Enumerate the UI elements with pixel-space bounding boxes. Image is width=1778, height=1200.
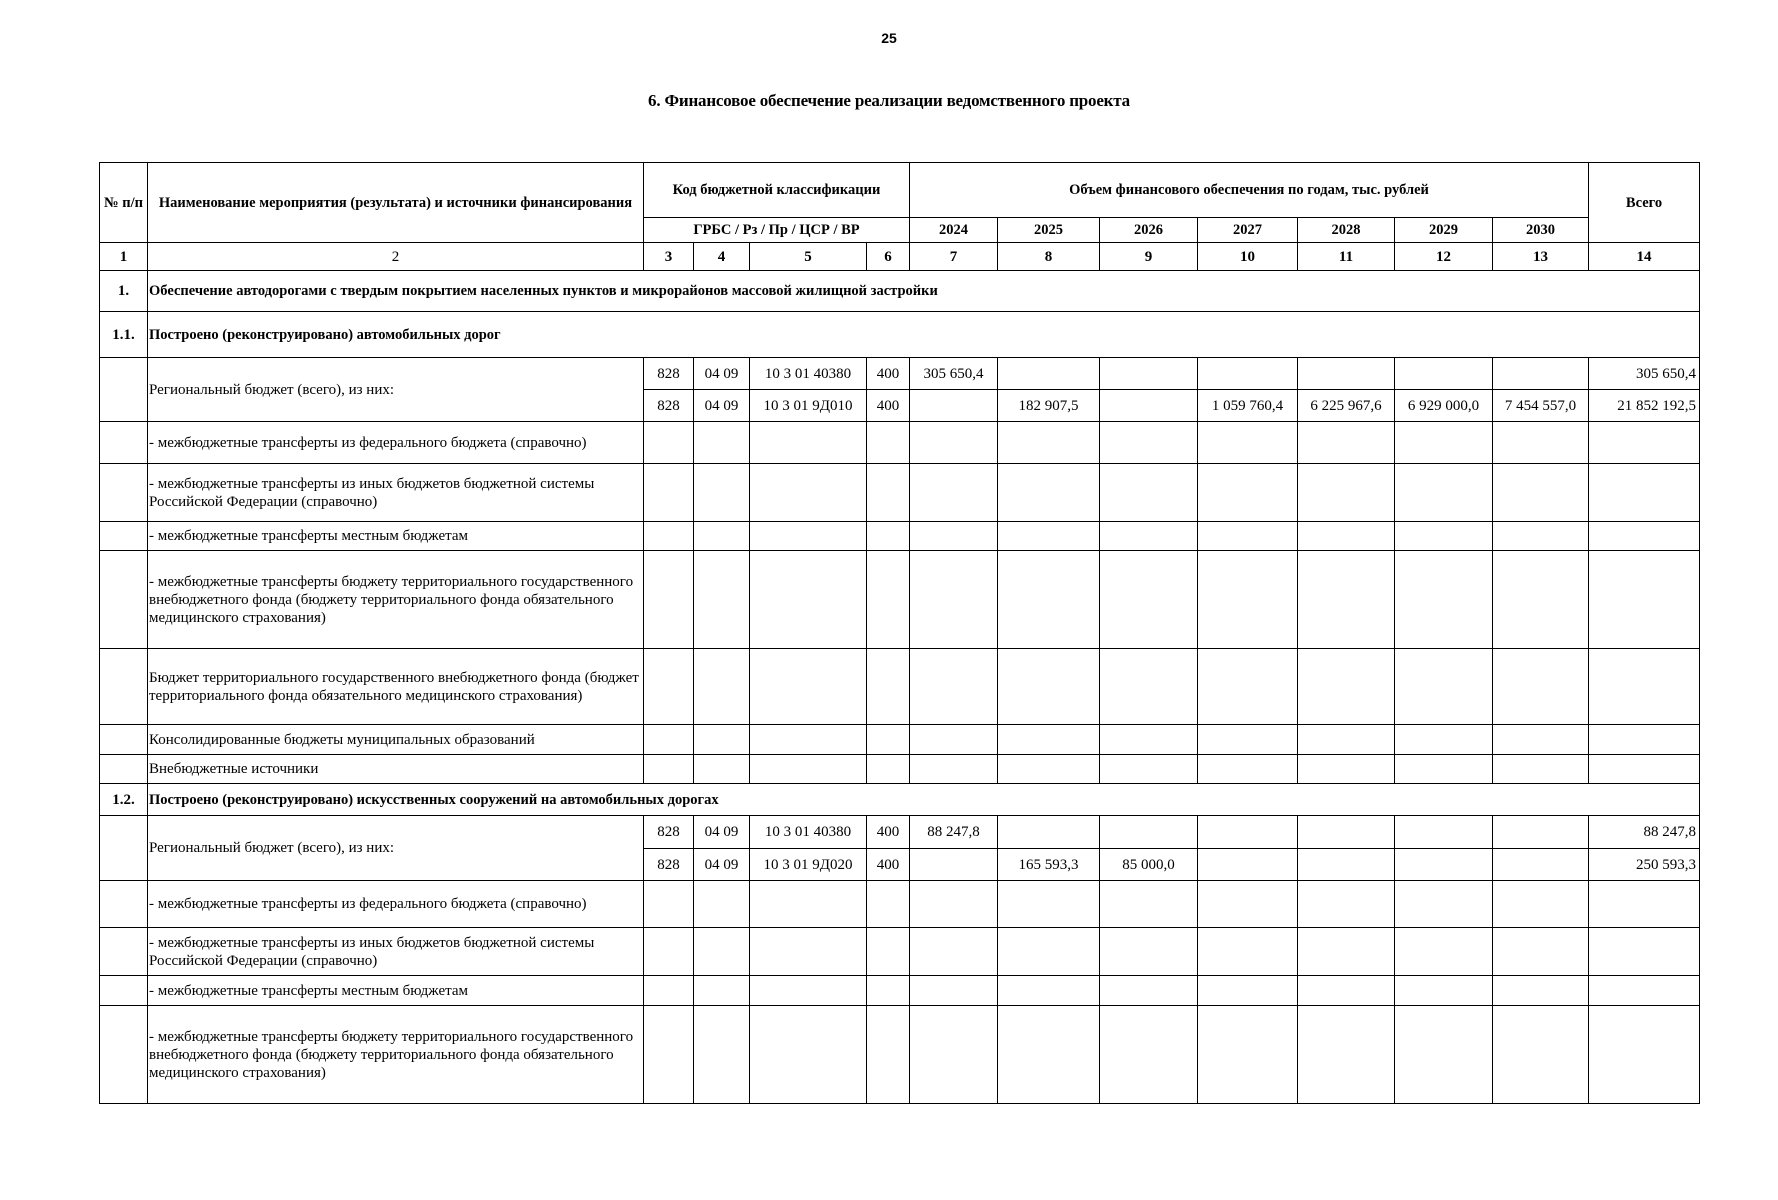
- col-number: 10: [1198, 243, 1298, 271]
- empty-cell: [100, 649, 148, 725]
- empty-cell: [867, 928, 910, 976]
- col-number: 8: [998, 243, 1100, 271]
- empty-cell: [1198, 755, 1298, 784]
- value-2029: [1395, 849, 1493, 881]
- empty-cell: [1395, 551, 1493, 649]
- col-number: 7: [910, 243, 998, 271]
- section-number: 1.1.: [100, 312, 148, 358]
- empty-cell: [750, 976, 867, 1006]
- empty-cell: [1198, 881, 1298, 928]
- empty-cell: [1198, 1006, 1298, 1104]
- empty-cell: [750, 725, 867, 755]
- empty-cell: [998, 551, 1100, 649]
- empty-cell: [694, 976, 750, 1006]
- empty-cell: [998, 464, 1100, 522]
- empty-cell: [694, 881, 750, 928]
- rz-cell: 04 09: [694, 849, 750, 881]
- empty-cell: [1493, 976, 1589, 1006]
- empty-cell: [644, 881, 694, 928]
- rz-cell: 04 09: [694, 390, 750, 422]
- budget-row: [100, 358, 1700, 390]
- empty-cell: [998, 928, 1100, 976]
- empty-cell: [100, 816, 148, 881]
- empty-cell: [1298, 1006, 1395, 1104]
- section-row: [100, 271, 1700, 312]
- empty-cell: [1298, 755, 1395, 784]
- empty-cell: [1100, 928, 1198, 976]
- empty-cell: [1100, 1006, 1198, 1104]
- empty-cell: [694, 422, 750, 464]
- value-2025: [998, 358, 1100, 390]
- sub-row: [100, 755, 1700, 784]
- sub-label: - межбюджетные трансферты из федерального бюджета (справочно): [148, 881, 644, 928]
- empty-cell: [100, 358, 148, 422]
- empty-cell: [100, 551, 148, 649]
- empty-cell: [694, 464, 750, 522]
- value-2026: 85 000,0: [1100, 849, 1198, 881]
- empty-cell: [694, 522, 750, 551]
- empty-cell: [1198, 422, 1298, 464]
- csr-cell: 10 3 01 9Д010: [750, 390, 867, 422]
- empty-cell: [1298, 725, 1395, 755]
- value-2027: [1198, 358, 1298, 390]
- empty-cell: [998, 725, 1100, 755]
- empty-cell: [694, 649, 750, 725]
- empty-cell: [910, 725, 998, 755]
- empty-cell: [1298, 649, 1395, 725]
- grbs-cell: 828: [644, 849, 694, 881]
- value-2028: 6 225 967,6: [1298, 390, 1395, 422]
- empty-cell: [867, 522, 910, 551]
- empty-cell: [1100, 464, 1198, 522]
- empty-cell: [1589, 1006, 1700, 1104]
- col-number: 3: [644, 243, 694, 271]
- value-2028: [1298, 358, 1395, 390]
- header-num: № п/п: [100, 163, 148, 243]
- section-row: [100, 784, 1700, 816]
- empty-cell: [694, 755, 750, 784]
- empty-cell: [998, 422, 1100, 464]
- section-row: [100, 312, 1700, 358]
- header-year: 2025: [998, 218, 1100, 243]
- csr-cell: 10 3 01 40380: [750, 816, 867, 849]
- col-number: 4: [694, 243, 750, 271]
- section-number: 1.2.: [100, 784, 148, 816]
- empty-cell: [100, 1006, 148, 1104]
- empty-cell: [998, 522, 1100, 551]
- sub-label: - межбюджетные трансферты из иных бюджетов бюджетной системы Российской Федерации (справочно): [148, 464, 644, 522]
- empty-cell: [910, 881, 998, 928]
- grbs-cell: 828: [644, 358, 694, 390]
- empty-cell: [644, 755, 694, 784]
- vr-cell: 400: [867, 849, 910, 881]
- empty-cell: [867, 551, 910, 649]
- empty-cell: [1298, 551, 1395, 649]
- empty-cell: [1395, 976, 1493, 1006]
- empty-cell: [1493, 649, 1589, 725]
- empty-cell: [1493, 551, 1589, 649]
- header-code: Код бюджетной классификации: [644, 163, 910, 218]
- empty-cell: [910, 551, 998, 649]
- col-number: 5: [750, 243, 867, 271]
- empty-cell: [998, 976, 1100, 1006]
- value-2028: [1298, 816, 1395, 849]
- empty-cell: [910, 755, 998, 784]
- empty-cell: [1395, 1006, 1493, 1104]
- empty-cell: [1493, 881, 1589, 928]
- header-year: 2026: [1100, 218, 1198, 243]
- empty-cell: [100, 881, 148, 928]
- rz-cell: 04 09: [694, 816, 750, 849]
- empty-cell: [1589, 522, 1700, 551]
- value-2030: [1493, 816, 1589, 849]
- empty-cell: [1493, 1006, 1589, 1104]
- sub-row: [100, 464, 1700, 522]
- empty-cell: [750, 649, 867, 725]
- empty-cell: [750, 422, 867, 464]
- empty-cell: [910, 976, 998, 1006]
- empty-cell: [1395, 464, 1493, 522]
- sub-label: - межбюджетные трансферты бюджету территориального государственного внебюджетного фонда (бюджету территориального фонда обязательного медицинского страхования): [148, 1006, 644, 1104]
- value-total: 305 650,4: [1589, 358, 1700, 390]
- empty-cell: [694, 551, 750, 649]
- empty-cell: [1198, 725, 1298, 755]
- sub-row: [100, 1006, 1700, 1104]
- empty-cell: [910, 928, 998, 976]
- empty-cell: [1100, 755, 1198, 784]
- sub-label: Консолидированные бюджеты муниципальных образований: [148, 725, 644, 755]
- value-2029: 6 929 000,0: [1395, 390, 1493, 422]
- sub-label: Внебюджетные источники: [148, 755, 644, 784]
- col-number: 6: [867, 243, 910, 271]
- col-number: 2: [148, 243, 644, 271]
- empty-cell: [1100, 522, 1198, 551]
- value-2024: [910, 849, 998, 881]
- sub-label: - межбюджетные трансферты из иных бюджетов бюджетной системы Российской Федерации (справочно): [148, 928, 644, 976]
- empty-cell: [1493, 755, 1589, 784]
- empty-cell: [100, 464, 148, 522]
- empty-cell: [867, 649, 910, 725]
- csr-cell: 10 3 01 40380: [750, 358, 867, 390]
- vr-cell: 400: [867, 358, 910, 390]
- header-volume: Объем финансового обеспечения по годам, тыс. рублей: [910, 163, 1589, 218]
- empty-cell: [1589, 881, 1700, 928]
- empty-cell: [100, 522, 148, 551]
- empty-cell: [100, 928, 148, 976]
- document-title: 6. Финансовое обеспечение реализации ведомственного проекта: [648, 91, 1130, 110]
- empty-cell: [644, 976, 694, 1006]
- empty-cell: [867, 976, 910, 1006]
- header-year: 2027: [1198, 218, 1298, 243]
- empty-cell: [1100, 422, 1198, 464]
- empty-cell: [1198, 928, 1298, 976]
- financing-table: [99, 162, 1700, 1104]
- empty-cell: [750, 928, 867, 976]
- empty-cell: [1298, 464, 1395, 522]
- empty-cell: [100, 755, 148, 784]
- page-number: 25: [881, 30, 897, 46]
- empty-cell: [1100, 976, 1198, 1006]
- value-2026: [1100, 816, 1198, 849]
- grbs-cell: 828: [644, 390, 694, 422]
- empty-cell: [1395, 422, 1493, 464]
- header-year: 2029: [1395, 218, 1493, 243]
- empty-cell: [644, 1006, 694, 1104]
- empty-cell: [867, 725, 910, 755]
- regional-budget-label: Региональный бюджет (всего), из них:: [148, 816, 644, 881]
- empty-cell: [910, 1006, 998, 1104]
- value-2025: 182 907,5: [998, 390, 1100, 422]
- value-2024: [910, 390, 998, 422]
- empty-cell: [1198, 464, 1298, 522]
- section-number: 1.: [100, 271, 148, 312]
- empty-cell: [750, 551, 867, 649]
- value-2027: [1198, 849, 1298, 881]
- empty-cell: [1589, 755, 1700, 784]
- empty-cell: [1198, 976, 1298, 1006]
- empty-cell: [1589, 422, 1700, 464]
- empty-cell: [1395, 755, 1493, 784]
- empty-cell: [1589, 464, 1700, 522]
- empty-cell: [910, 522, 998, 551]
- regional-budget-label: Региональный бюджет (всего), из них:: [148, 358, 644, 422]
- col-number: 14: [1589, 243, 1700, 271]
- empty-cell: [1493, 725, 1589, 755]
- empty-cell: [1493, 928, 1589, 976]
- sub-row: [100, 928, 1700, 976]
- header-total: Всего: [1589, 163, 1700, 243]
- empty-cell: [1100, 649, 1198, 725]
- empty-cell: [1100, 551, 1198, 649]
- section-title: Построено (реконструировано) автомобильных дорог: [148, 312, 1700, 358]
- empty-cell: [1395, 725, 1493, 755]
- value-2024: 305 650,4: [910, 358, 998, 390]
- sub-row: [100, 725, 1700, 755]
- empty-cell: [867, 422, 910, 464]
- empty-cell: [100, 422, 148, 464]
- empty-cell: [644, 928, 694, 976]
- empty-cell: [1100, 725, 1198, 755]
- empty-cell: [910, 422, 998, 464]
- empty-cell: [1298, 928, 1395, 976]
- empty-cell: [1298, 976, 1395, 1006]
- empty-cell: [644, 649, 694, 725]
- value-2029: [1395, 816, 1493, 849]
- empty-cell: [750, 464, 867, 522]
- empty-cell: [644, 551, 694, 649]
- sub-label: - межбюджетные трансферты из федерального бюджета (справочно): [148, 422, 644, 464]
- value-2029: [1395, 358, 1493, 390]
- section-title: Построено (реконструировано) искусственных сооружений на автомобильных дорогах: [148, 784, 1700, 816]
- header-code-sub: ГРБС / Рз / Пр / ЦСР / ВР: [644, 218, 910, 243]
- value-2026: [1100, 390, 1198, 422]
- empty-cell: [1198, 649, 1298, 725]
- sub-row: [100, 422, 1700, 464]
- empty-cell: [867, 755, 910, 784]
- empty-cell: [867, 1006, 910, 1104]
- sub-label: - межбюджетные трансферты местным бюджетам: [148, 976, 644, 1006]
- sub-label: - межбюджетные трансферты местным бюджетам: [148, 522, 644, 551]
- sub-label: Бюджет территориального государственного внебюджетного фонда (бюджет территориального фонда обязательного медицинского страхования): [148, 649, 644, 725]
- empty-cell: [750, 755, 867, 784]
- empty-cell: [1100, 881, 1198, 928]
- header-year: 2024: [910, 218, 998, 243]
- empty-cell: [1493, 464, 1589, 522]
- value-total: 21 852 192,5: [1589, 390, 1700, 422]
- empty-cell: [750, 522, 867, 551]
- empty-cell: [998, 881, 1100, 928]
- empty-cell: [910, 649, 998, 725]
- empty-cell: [644, 422, 694, 464]
- sub-row: [100, 976, 1700, 1006]
- vr-cell: 400: [867, 390, 910, 422]
- empty-cell: [1198, 522, 1298, 551]
- header-year: 2030: [1493, 218, 1589, 243]
- header-name: Наименование мероприятия (результата) и источники финансирования: [148, 163, 644, 243]
- budget-row: [100, 816, 1700, 849]
- csr-cell: 10 3 01 9Д020: [750, 849, 867, 881]
- empty-cell: [1298, 522, 1395, 551]
- empty-cell: [644, 725, 694, 755]
- value-2030: [1493, 849, 1589, 881]
- empty-cell: [1298, 422, 1395, 464]
- grbs-cell: 828: [644, 816, 694, 849]
- empty-cell: [1395, 522, 1493, 551]
- value-2030: 7 454 557,0: [1493, 390, 1589, 422]
- empty-cell: [1493, 422, 1589, 464]
- col-number: 13: [1493, 243, 1589, 271]
- empty-cell: [644, 464, 694, 522]
- empty-cell: [694, 1006, 750, 1104]
- empty-cell: [867, 464, 910, 522]
- empty-cell: [100, 976, 148, 1006]
- empty-cell: [1395, 649, 1493, 725]
- header-row-1: [100, 163, 1700, 218]
- empty-cell: [910, 464, 998, 522]
- value-total: 250 593,3: [1589, 849, 1700, 881]
- empty-cell: [750, 1006, 867, 1104]
- value-2024: 88 247,8: [910, 816, 998, 849]
- vr-cell: 400: [867, 816, 910, 849]
- empty-cell: [1198, 551, 1298, 649]
- value-2026: [1100, 358, 1198, 390]
- value-2025: [998, 816, 1100, 849]
- empty-cell: [750, 881, 867, 928]
- value-2028: [1298, 849, 1395, 881]
- value-2025: 165 593,3: [998, 849, 1100, 881]
- empty-cell: [1493, 522, 1589, 551]
- empty-cell: [694, 928, 750, 976]
- empty-cell: [100, 725, 148, 755]
- empty-cell: [998, 755, 1100, 784]
- empty-cell: [1589, 725, 1700, 755]
- header-year: 2028: [1298, 218, 1395, 243]
- empty-cell: [998, 1006, 1100, 1104]
- empty-cell: [1395, 928, 1493, 976]
- sub-label: - межбюджетные трансферты бюджету территориального государственного внебюджетного фонда (бюджету территориального фонда обязательного медицинского страхования): [148, 551, 644, 649]
- sub-row: [100, 551, 1700, 649]
- empty-cell: [1298, 881, 1395, 928]
- sub-row: [100, 649, 1700, 725]
- empty-cell: [998, 649, 1100, 725]
- empty-cell: [867, 881, 910, 928]
- empty-cell: [644, 522, 694, 551]
- empty-cell: [1589, 976, 1700, 1006]
- sub-row: [100, 522, 1700, 551]
- value-total: 88 247,8: [1589, 816, 1700, 849]
- empty-cell: [1395, 881, 1493, 928]
- column-numbers-row: [100, 243, 1700, 271]
- empty-cell: [1589, 551, 1700, 649]
- value-2030: [1493, 358, 1589, 390]
- sub-row: [100, 881, 1700, 928]
- empty-cell: [1589, 649, 1700, 725]
- rz-cell: 04 09: [694, 358, 750, 390]
- col-number: 11: [1298, 243, 1395, 271]
- col-number: 1: [100, 243, 148, 271]
- col-number: 9: [1100, 243, 1198, 271]
- col-number: 12: [1395, 243, 1493, 271]
- value-2027: 1 059 760,4: [1198, 390, 1298, 422]
- empty-cell: [694, 725, 750, 755]
- section-title: Обеспечение автодорогами с твердым покрытием населенных пунктов и микрорайонов массовой жилищной застройки: [148, 271, 1700, 312]
- value-2027: [1198, 816, 1298, 849]
- empty-cell: [1589, 928, 1700, 976]
